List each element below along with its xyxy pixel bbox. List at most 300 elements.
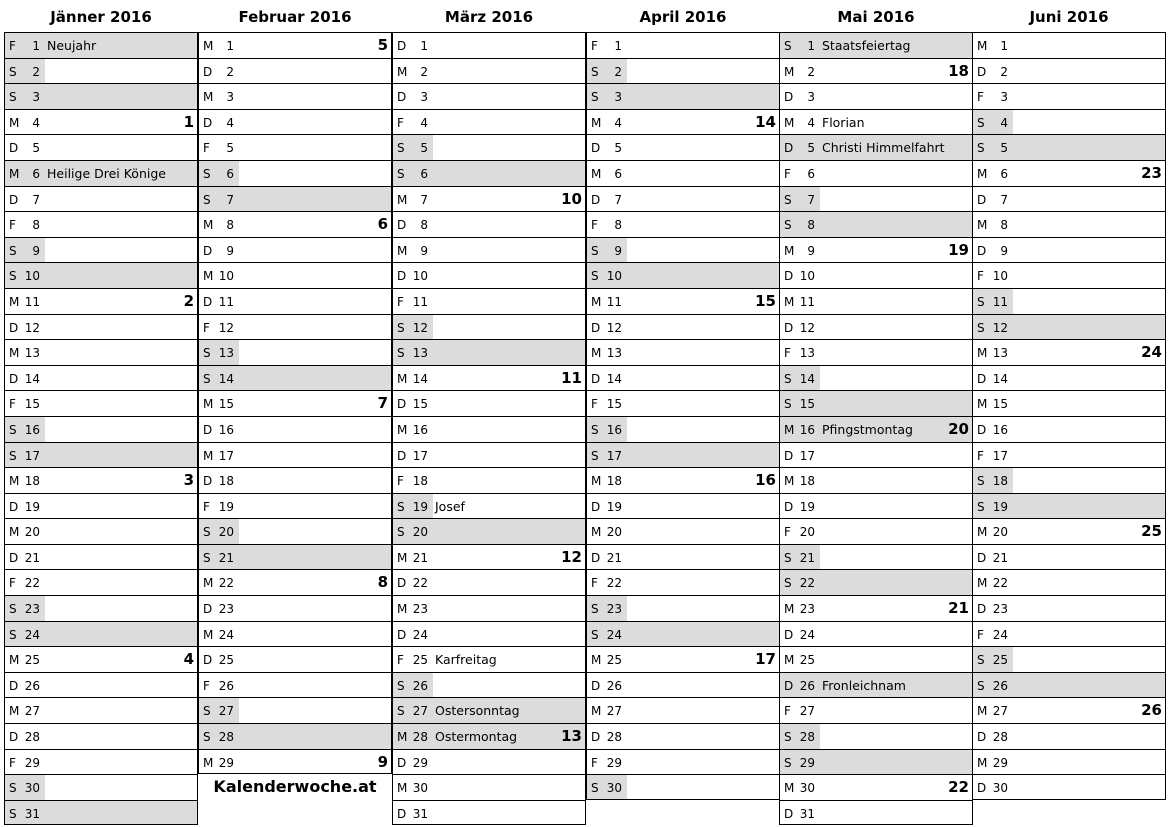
day-number: 5 — [226, 141, 234, 156]
day-row — [586, 390, 780, 416]
day-row — [198, 569, 392, 595]
month-title: Mai 2016 — [837, 8, 915, 26]
weekday-abbr: S — [203, 730, 211, 745]
day-row — [4, 58, 198, 84]
day-number: 12 — [606, 320, 622, 335]
day-number: 26 — [218, 678, 234, 693]
weekday-abbr: D — [203, 64, 213, 79]
day-number: 30 — [799, 781, 815, 796]
day-row — [779, 493, 973, 519]
day-row — [198, 339, 392, 365]
month-title: März 2016 — [444, 8, 534, 26]
calendar-week-number: 21 — [948, 599, 969, 618]
day-number: 13 — [606, 346, 622, 361]
weekday-abbr: D — [977, 781, 987, 796]
weekday-abbr: M — [591, 115, 602, 130]
calendar-week-number: 15 — [755, 291, 776, 310]
weekday-abbr: D — [977, 602, 987, 617]
weekday-abbr: D — [9, 499, 19, 514]
day-row — [586, 467, 780, 493]
day-row — [198, 621, 392, 647]
weekday-abbr: D — [591, 320, 601, 335]
day-number: 9 — [226, 243, 234, 258]
day-row — [4, 160, 198, 186]
holiday-name: Christi Himmelfahrt — [822, 140, 945, 156]
day-row — [779, 237, 973, 263]
weekday-abbr: M — [9, 166, 20, 181]
day-number: 15 — [24, 397, 40, 412]
weekday-abbr: M — [397, 602, 408, 617]
day-number: 22 — [992, 576, 1008, 591]
weekday-abbr: S — [977, 294, 985, 309]
day-row — [586, 518, 780, 544]
day-row — [779, 595, 973, 621]
day-number: 19 — [799, 499, 815, 514]
weekday-abbr: S — [397, 525, 405, 540]
day-row — [586, 723, 780, 749]
day-row — [198, 58, 392, 84]
month-column — [972, 0, 1166, 800]
calendar-week-number: 19 — [948, 240, 969, 259]
day-row — [972, 646, 1166, 672]
day-row — [4, 186, 198, 212]
month-column — [779, 0, 973, 825]
calendar-week-number: 3 — [183, 471, 194, 490]
day-number: 12 — [992, 320, 1008, 335]
weekday-abbr: M — [9, 653, 20, 668]
day-number: 18 — [218, 474, 234, 489]
day-number: 29 — [606, 755, 622, 770]
day-number: 10 — [412, 269, 428, 284]
day-number: 21 — [218, 550, 234, 565]
day-row — [779, 211, 973, 237]
weekday-abbr: S — [9, 64, 17, 79]
day-row — [198, 365, 392, 391]
weekday-abbr: M — [9, 115, 20, 130]
calendar-week-number: 6 — [377, 215, 388, 234]
weekday-abbr: S — [397, 678, 405, 693]
holiday-name: Ostermontag — [435, 729, 518, 745]
weekday-abbr: F — [977, 627, 984, 642]
weekday-abbr: D — [977, 422, 987, 437]
weekday-abbr: F — [977, 269, 984, 284]
weekday-abbr: M — [784, 115, 795, 130]
day-list — [779, 32, 973, 825]
day-number: 30 — [992, 781, 1008, 796]
weekday-abbr: M — [203, 627, 214, 642]
weekday-abbr: F — [977, 90, 984, 105]
day-row — [972, 518, 1166, 544]
month-column — [198, 0, 392, 774]
holiday-name: Josef — [435, 498, 465, 514]
day-number: 25 — [992, 653, 1008, 668]
day-number: 4 — [614, 115, 622, 130]
calendar-week-number: 11 — [561, 368, 582, 387]
day-number: 9 — [1000, 243, 1008, 258]
day-row — [392, 83, 586, 109]
day-row — [972, 339, 1166, 365]
day-number: 21 — [412, 550, 428, 565]
day-number: 26 — [606, 678, 622, 693]
weekday-abbr: F — [203, 141, 210, 156]
weekday-abbr: S — [9, 627, 17, 642]
day-row — [972, 390, 1166, 416]
day-row — [198, 83, 392, 109]
day-row — [198, 416, 392, 442]
weekday-abbr: M — [591, 653, 602, 668]
weekday-abbr: D — [397, 218, 407, 233]
day-row — [4, 314, 198, 340]
day-row — [586, 339, 780, 365]
day-number: 5 — [32, 141, 40, 156]
day-row — [392, 365, 586, 391]
calendar-week-number: 18 — [948, 61, 969, 80]
day-row — [392, 467, 586, 493]
day-row — [972, 595, 1166, 621]
day-number: 11 — [799, 294, 815, 309]
day-number: 8 — [226, 218, 234, 233]
day-number: 20 — [992, 525, 1008, 540]
day-number: 25 — [412, 653, 428, 668]
day-row — [972, 211, 1166, 237]
weekday-abbr: D — [977, 64, 987, 79]
day-number: 24 — [799, 627, 815, 642]
day-row — [4, 467, 198, 493]
day-number: 10 — [24, 269, 40, 284]
day-row — [972, 58, 1166, 84]
weekday-abbr: F — [397, 115, 404, 130]
weekday-abbr: S — [591, 243, 599, 258]
weekday-abbr: M — [977, 166, 988, 181]
day-number: 22 — [218, 576, 234, 591]
day-number: 17 — [412, 448, 428, 463]
weekday-abbr: D — [784, 141, 794, 156]
weekday-abbr: S — [397, 346, 405, 361]
weekday-abbr: D — [203, 115, 213, 130]
weekday-abbr: S — [591, 64, 599, 79]
weekday-abbr: D — [203, 653, 213, 668]
day-row — [392, 288, 586, 314]
day-row — [586, 416, 780, 442]
day-row — [4, 697, 198, 723]
day-number: 12 — [24, 320, 40, 335]
day-number: 24 — [606, 627, 622, 642]
day-row — [972, 262, 1166, 288]
day-row — [4, 646, 198, 672]
weekday-abbr: S — [977, 474, 985, 489]
day-number: 4 — [226, 115, 234, 130]
holiday-name: Karfreitag — [435, 652, 497, 668]
day-row — [972, 493, 1166, 519]
day-row — [392, 646, 586, 672]
day-number: 27 — [992, 704, 1008, 719]
weekday-abbr: D — [591, 192, 601, 207]
weekday-abbr: S — [784, 397, 792, 412]
weekday-abbr: S — [591, 422, 599, 437]
weekday-abbr: F — [203, 499, 210, 514]
day-number: 27 — [606, 704, 622, 719]
day-number: 1 — [807, 39, 815, 53]
weekday-abbr: S — [784, 550, 792, 565]
day-row — [779, 749, 973, 775]
day-row — [198, 237, 392, 263]
day-number: 19 — [992, 499, 1008, 514]
day-number: 5 — [614, 141, 622, 156]
day-row — [779, 672, 973, 698]
day-row — [586, 32, 780, 58]
day-row — [586, 774, 780, 800]
day-row — [779, 288, 973, 314]
weekday-abbr: M — [9, 346, 20, 361]
day-row — [972, 237, 1166, 263]
day-row — [198, 109, 392, 135]
day-number: 4 — [420, 115, 428, 130]
weekday-abbr: S — [9, 806, 17, 821]
day-row — [972, 160, 1166, 186]
weekday-abbr: M — [397, 422, 408, 437]
day-row — [4, 749, 198, 775]
day-number: 8 — [807, 218, 815, 233]
calendar-week-number: 2 — [183, 291, 194, 310]
day-number: 13 — [24, 346, 40, 361]
weekday-abbr: M — [784, 781, 795, 796]
day-row — [972, 672, 1166, 698]
day-number: 18 — [412, 474, 428, 489]
weekday-abbr: M — [397, 371, 408, 386]
calendar-week-number: 10 — [561, 189, 582, 208]
weekday-abbr: D — [591, 371, 601, 386]
day-number: 21 — [24, 550, 40, 565]
day-row — [586, 262, 780, 288]
weekday-abbr: D — [203, 243, 213, 258]
day-row — [779, 723, 973, 749]
weekday-abbr: D — [397, 39, 407, 53]
weekday-abbr: F — [591, 397, 598, 412]
calendar-week-number: 9 — [377, 752, 388, 771]
day-number: 7 — [32, 192, 40, 207]
day-number: 25 — [24, 653, 40, 668]
weekday-abbr: F — [9, 218, 16, 233]
day-number: 22 — [24, 576, 40, 591]
day-number: 2 — [614, 64, 622, 79]
weekday-abbr: D — [9, 192, 19, 207]
weekday-abbr: S — [784, 192, 792, 207]
day-row — [198, 723, 392, 749]
day-number: 22 — [412, 576, 428, 591]
day-row — [198, 672, 392, 698]
brand-logo-text[interactable]: Kalenderwoche.at — [213, 777, 377, 796]
day-number: 11 — [992, 294, 1008, 309]
day-number: 14 — [992, 371, 1008, 386]
day-row — [392, 442, 586, 468]
calendar-week-number: 7 — [377, 394, 388, 413]
day-row — [392, 774, 586, 800]
day-number: 9 — [807, 243, 815, 258]
day-number: 3 — [32, 90, 40, 105]
day-row — [392, 749, 586, 775]
calendar-week-number: 26 — [1141, 701, 1162, 720]
day-number: 15 — [218, 397, 234, 412]
day-number: 8 — [1000, 218, 1008, 233]
day-row — [972, 723, 1166, 749]
weekday-abbr: D — [9, 550, 19, 565]
weekday-abbr: D — [977, 192, 987, 207]
day-number: 17 — [218, 448, 234, 463]
day-row — [4, 390, 198, 416]
weekday-abbr: F — [397, 474, 404, 489]
day-number: 29 — [218, 755, 234, 770]
weekday-abbr: M — [203, 576, 214, 591]
weekday-abbr: F — [784, 525, 791, 540]
weekday-abbr: S — [9, 448, 17, 463]
weekday-abbr: F — [9, 576, 16, 591]
day-row — [779, 646, 973, 672]
day-number: 1 — [226, 39, 234, 53]
weekday-abbr: S — [203, 550, 211, 565]
weekday-abbr: M — [977, 397, 988, 412]
day-number: 29 — [412, 755, 428, 770]
weekday-abbr: D — [203, 474, 213, 489]
day-row — [779, 390, 973, 416]
day-row — [4, 134, 198, 160]
day-number: 26 — [24, 678, 40, 693]
day-number: 14 — [24, 371, 40, 386]
weekday-abbr: M — [397, 243, 408, 258]
day-number: 9 — [420, 243, 428, 258]
day-row — [586, 134, 780, 160]
day-number: 7 — [807, 192, 815, 207]
weekday-abbr: F — [9, 755, 16, 770]
day-number: 10 — [606, 269, 622, 284]
day-number: 6 — [614, 166, 622, 181]
month-title: Juni 2016 — [1029, 8, 1109, 26]
day-row — [4, 442, 198, 468]
day-number: 17 — [24, 448, 40, 463]
weekday-abbr: S — [397, 704, 405, 719]
day-row — [586, 569, 780, 595]
day-row — [392, 518, 586, 544]
day-number: 15 — [606, 397, 622, 412]
day-number: 2 — [226, 64, 234, 79]
day-number: 16 — [218, 422, 234, 437]
holiday-name: Florian — [822, 114, 865, 130]
day-number: 9 — [614, 243, 622, 258]
weekday-abbr: M — [977, 704, 988, 719]
day-row — [779, 442, 973, 468]
weekday-abbr: S — [203, 192, 211, 207]
day-row — [586, 314, 780, 340]
day-row — [586, 697, 780, 723]
day-row — [586, 211, 780, 237]
day-row — [392, 569, 586, 595]
weekday-abbr: M — [591, 346, 602, 361]
day-row — [972, 365, 1166, 391]
holiday-name: Heilige Drei Könige — [47, 165, 166, 181]
day-number: 22 — [799, 576, 815, 591]
weekday-abbr: S — [591, 269, 599, 284]
day-number: 24 — [992, 627, 1008, 642]
calendar-week-number: 22 — [948, 778, 969, 797]
calendar-week-number: 1 — [183, 112, 194, 131]
day-number: 27 — [412, 704, 428, 719]
day-number: 14 — [606, 371, 622, 386]
day-number: 27 — [24, 704, 40, 719]
day-row — [586, 186, 780, 212]
weekday-abbr: S — [591, 602, 599, 617]
day-list — [198, 32, 392, 774]
day-number: 18 — [606, 474, 622, 489]
day-row — [392, 262, 586, 288]
weekday-abbr: D — [9, 730, 19, 745]
calendar-week-number: 16 — [755, 471, 776, 490]
day-number: 4 — [807, 115, 815, 130]
day-row — [972, 569, 1166, 595]
day-row — [198, 518, 392, 544]
weekday-abbr: D — [784, 627, 794, 642]
day-row — [198, 467, 392, 493]
weekday-abbr: M — [397, 192, 408, 207]
day-number: 13 — [992, 346, 1008, 361]
weekday-abbr: F — [591, 39, 598, 53]
day-row — [4, 800, 198, 826]
day-number: 19 — [24, 499, 40, 514]
day-row — [586, 672, 780, 698]
day-number: 28 — [24, 730, 40, 745]
weekday-abbr: D — [784, 806, 794, 821]
day-row — [779, 621, 973, 647]
day-number: 1 — [420, 39, 428, 53]
day-number: 7 — [614, 192, 622, 207]
weekday-abbr: S — [977, 320, 985, 335]
weekday-abbr: S — [784, 371, 792, 386]
day-row — [972, 314, 1166, 340]
weekday-abbr: S — [397, 166, 405, 181]
weekday-abbr: F — [591, 576, 598, 591]
holiday-name: Staatsfeiertag — [822, 38, 911, 53]
weekday-abbr: S — [203, 346, 211, 361]
weekday-abbr: D — [397, 90, 407, 105]
weekday-abbr: S — [397, 141, 405, 156]
weekday-abbr: M — [591, 474, 602, 489]
day-row — [586, 493, 780, 519]
day-row — [972, 544, 1166, 570]
day-number: 18 — [992, 474, 1008, 489]
day-number: 13 — [799, 346, 815, 361]
weekday-abbr: D — [397, 397, 407, 412]
day-row — [198, 749, 392, 775]
day-number: 17 — [799, 448, 815, 463]
day-row — [972, 109, 1166, 135]
weekday-abbr: M — [784, 64, 795, 79]
weekday-abbr: M — [203, 39, 214, 53]
day-number: 5 — [420, 141, 428, 156]
day-row — [198, 314, 392, 340]
weekday-abbr: M — [591, 704, 602, 719]
weekday-abbr: D — [977, 730, 987, 745]
day-row — [4, 493, 198, 519]
weekday-abbr: M — [203, 269, 214, 284]
month-column — [392, 0, 586, 825]
day-row — [972, 621, 1166, 647]
day-number: 3 — [226, 90, 234, 105]
weekday-abbr: M — [784, 653, 795, 668]
day-number: 5 — [1000, 141, 1008, 156]
day-row — [392, 160, 586, 186]
weekday-abbr: M — [591, 294, 602, 309]
day-number: 2 — [807, 64, 815, 79]
month-title: Februar 2016 — [238, 8, 352, 26]
day-number: 17 — [992, 448, 1008, 463]
